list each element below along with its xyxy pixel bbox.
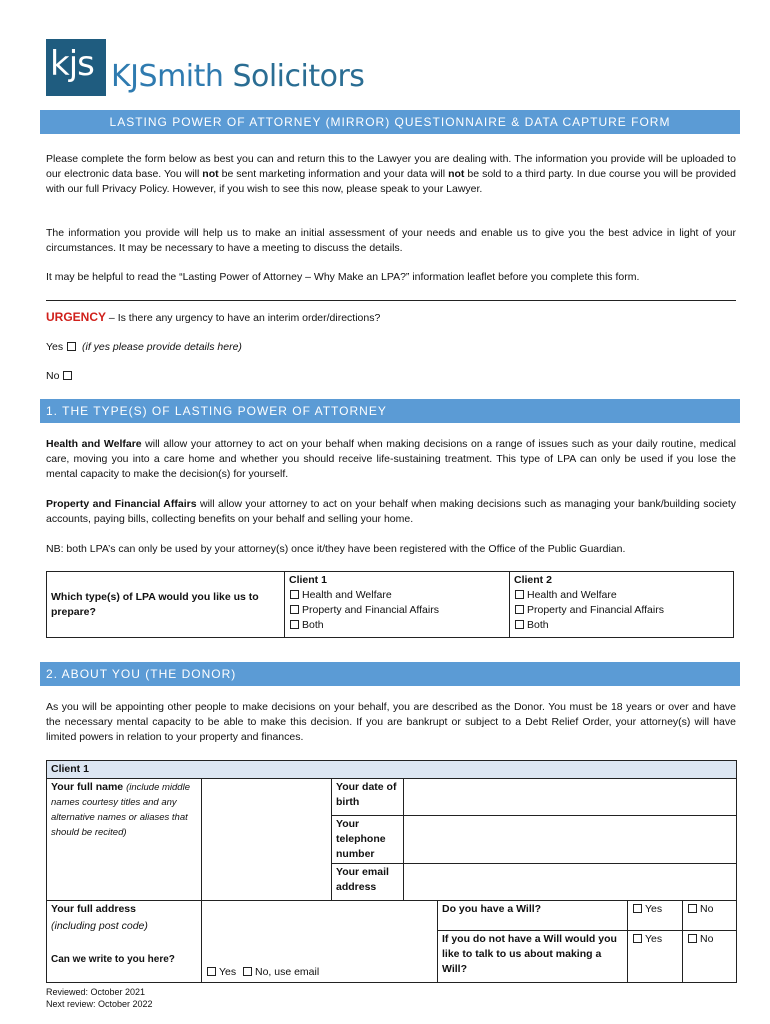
property-financial-paragraph: Property and Financial Affairs will allow your attorney to act on your behalf when making decisions such as managing your bank/building society accounts, paying bills, collecting benefits on your behalf and selling your home. <box>46 498 736 525</box>
will-talk-yes-option[interactable]: Yes <box>628 931 683 983</box>
client-2-option-property[interactable]: Property and Financial Affairs <box>514 603 729 618</box>
urgency-no-row: No <box>46 369 736 384</box>
donor-table <box>46 760 737 983</box>
lpa-type-question: Which type(s) of LPA would you like us to prepare? <box>47 572 285 638</box>
address-label-cell: Your full address (including post code) Can we write to you here? <box>47 901 202 983</box>
section-2-heading: 2. ABOUT YOU (THE DONOR) <box>40 662 740 686</box>
intro-paragraph-1: Please complete the form below as best you can and return this to the Lawyer you are dealing with. The information you provide will be uploaded to our electronic data base. You will not be sent marketing information and your data will not be sold to a third party. In due course you will be provided with our full Privacy Policy. However, if you wish to see this now, please speak to your Lawyer. <box>46 153 736 195</box>
intro-paragraph-3: It may be helpful to read the “Lasting Power of Attorney – Why Make an LPA?” information leaflet before you complete this form. <box>46 271 640 283</box>
next-review-date: Next review: October 2022 <box>46 999 153 1009</box>
will-talk-question: If you do not have a Will would you like to talk to us about making a Will? <box>438 931 628 983</box>
full-name-label-cell: Your full name (include middle names courtesy titles and any alternative names or aliases that should be recited) <box>47 779 202 901</box>
client-2-label: Client 2 <box>514 574 552 586</box>
donor-client-label: Client 1 <box>47 761 737 779</box>
urgency-question: URGENCY – Is there any urgency to have an interim order/directions? <box>46 310 381 324</box>
urgency-yes-row: Yes (if yes please provide details here) <box>46 341 242 353</box>
write-no-checkbox[interactable] <box>243 967 252 976</box>
phone-label: Your telephone number <box>332 816 404 864</box>
company-logo <box>46 38 364 96</box>
form-title: LASTING POWER OF ATTORNEY (MIRROR) QUESTIONNAIRE & DATA CAPTURE FORM <box>40 110 740 134</box>
reviewed-date: Reviewed: October 2021 <box>46 987 146 997</box>
donor-paragraph: As you will be appointing other people to make decisions on your behalf, you are described as the Donor. You must be 18 years or over and have the necessary mental capacity to be able to make this decision. If you are bankrupt or subject to a Debt Relief Order, your attorney(s) will have limited powers in relation to your property and finances. <box>46 701 736 743</box>
intro-paragraph-2: The information you provide will help us to make an initial assessment of your needs and enable us to give you the best advice in light of your circumstances. It may be necessary to have a meeting to discuss the details. <box>46 227 736 254</box>
will-question: Do you have a Will? <box>438 901 628 931</box>
client-1-column <box>285 572 510 638</box>
section-1-heading: 1. THE TYPE(S) OF LASTING POWER OF ATTORNEY <box>40 399 740 423</box>
full-name-input[interactable] <box>202 779 332 901</box>
write-yes-checkbox[interactable] <box>207 967 216 976</box>
client-1-option-health[interactable]: Health and Welfare <box>289 588 505 603</box>
client-1-label: Client 1 <box>289 574 327 586</box>
write-here-options: Yes No, use email <box>206 965 319 980</box>
will-yes-option[interactable]: Yes <box>628 901 683 931</box>
divider <box>46 300 736 301</box>
urgency-no-checkbox[interactable] <box>63 371 72 380</box>
write-here-label: Can we write to you here? <box>51 954 175 965</box>
urgency-yes-checkbox[interactable] <box>67 342 76 351</box>
will-no-option[interactable]: No <box>683 901 737 931</box>
client-2-column <box>510 572 734 638</box>
client-1-option-property[interactable]: Property and Financial Affairs <box>289 603 505 618</box>
email-label: Your email address <box>332 864 404 901</box>
client-2-option-both[interactable]: Both <box>514 618 729 633</box>
dob-input[interactable] <box>404 779 737 816</box>
lpa-type-table <box>46 571 734 638</box>
address-input[interactable] <box>202 901 438 983</box>
nb-paragraph: NB: both LPA’s can only be used by your attorney(s) once it/they have been registered with the Office of the Public Guardian. <box>46 543 626 555</box>
logo-mark: kjs <box>46 39 106 96</box>
email-input[interactable] <box>404 864 737 901</box>
client-1-option-both[interactable]: Both <box>289 618 505 633</box>
logo-name: KJSmith Solicitors <box>111 59 365 94</box>
review-footer <box>46 986 153 1010</box>
phone-input[interactable] <box>404 816 737 864</box>
health-welfare-paragraph: Health and Welfare will allow your attorney to act on your behalf when making decisions on a range of issues such as your daily routine, medical care, moving you into a care home and whether you should receive life-sustaining treatment. This type of LPA can only be used if you lose the mental capacity to make the decision(s) for yourself. <box>46 438 736 480</box>
dob-label: Your date of birth <box>332 779 404 816</box>
will-talk-no-option[interactable]: No <box>683 931 737 983</box>
client-2-option-health[interactable]: Health and Welfare <box>514 588 729 603</box>
